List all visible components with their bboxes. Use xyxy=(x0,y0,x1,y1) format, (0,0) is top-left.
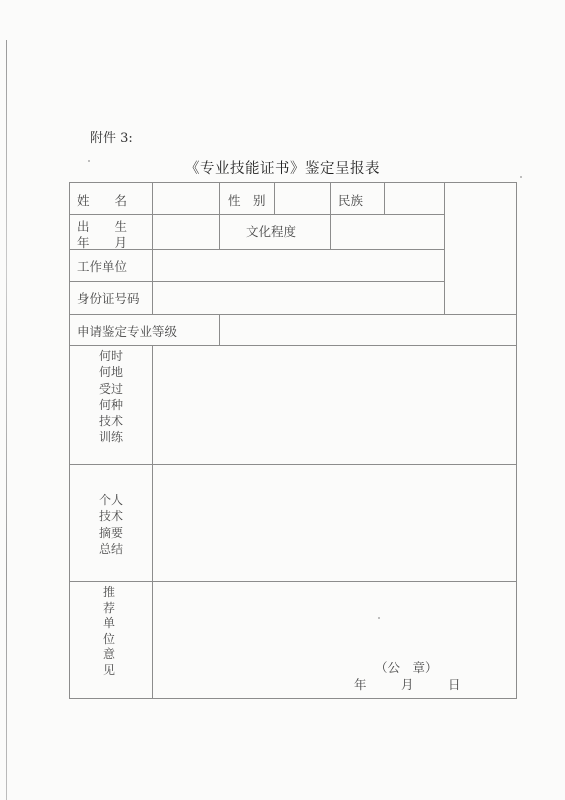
apply-level-label: 申请鉴定专业等级 xyxy=(77,324,178,339)
summary-label-line: 摘要 xyxy=(98,525,123,540)
recommend-label-line: 单 xyxy=(102,616,115,630)
training-label-line: 何地 xyxy=(98,365,123,380)
summary-label-line: 个人 xyxy=(98,493,123,507)
training-label-line: 何种 xyxy=(98,397,123,412)
training-label-line: 受过 xyxy=(98,381,123,396)
summary-section-label xyxy=(93,492,129,557)
gender-label: 性 别 xyxy=(228,193,266,208)
recommend-section-label xyxy=(94,585,124,678)
official-seal-label: （公 章） xyxy=(375,660,438,675)
date-month-label: 月 xyxy=(401,677,414,692)
education-label: 文化程度 xyxy=(246,224,297,239)
date-day-label: 日 xyxy=(448,677,461,692)
date-year-label: 年 xyxy=(354,677,367,692)
ethnicity-label: 民族 xyxy=(338,193,364,208)
recommend-label-line: 见 xyxy=(102,662,115,677)
training-section-label xyxy=(93,348,129,446)
id-number-label: 身份证号码 xyxy=(77,291,140,306)
birth-label-line2: 年 月 xyxy=(77,235,128,250)
attachment-label: 附件 3: xyxy=(90,131,133,146)
recommend-label-line: 推 xyxy=(102,585,115,599)
recommend-label-line: 位 xyxy=(102,631,115,646)
training-label-line: 训练 xyxy=(98,430,123,445)
training-label-line: 技术 xyxy=(98,414,123,429)
summary-label-line: 总结 xyxy=(98,541,123,556)
recommend-label-line: 意 xyxy=(102,647,115,661)
training-label-line: 何时 xyxy=(98,349,123,363)
name-label: 姓 名 xyxy=(77,193,128,208)
summary-label-line: 技术 xyxy=(98,509,123,524)
recommend-label-line: 荐 xyxy=(102,600,115,615)
form-title: 《专业技能证书》鉴定呈报表 xyxy=(185,161,380,177)
birth-label-line1: 出 生 xyxy=(77,219,128,234)
employer-label: 工作单位 xyxy=(77,259,128,274)
